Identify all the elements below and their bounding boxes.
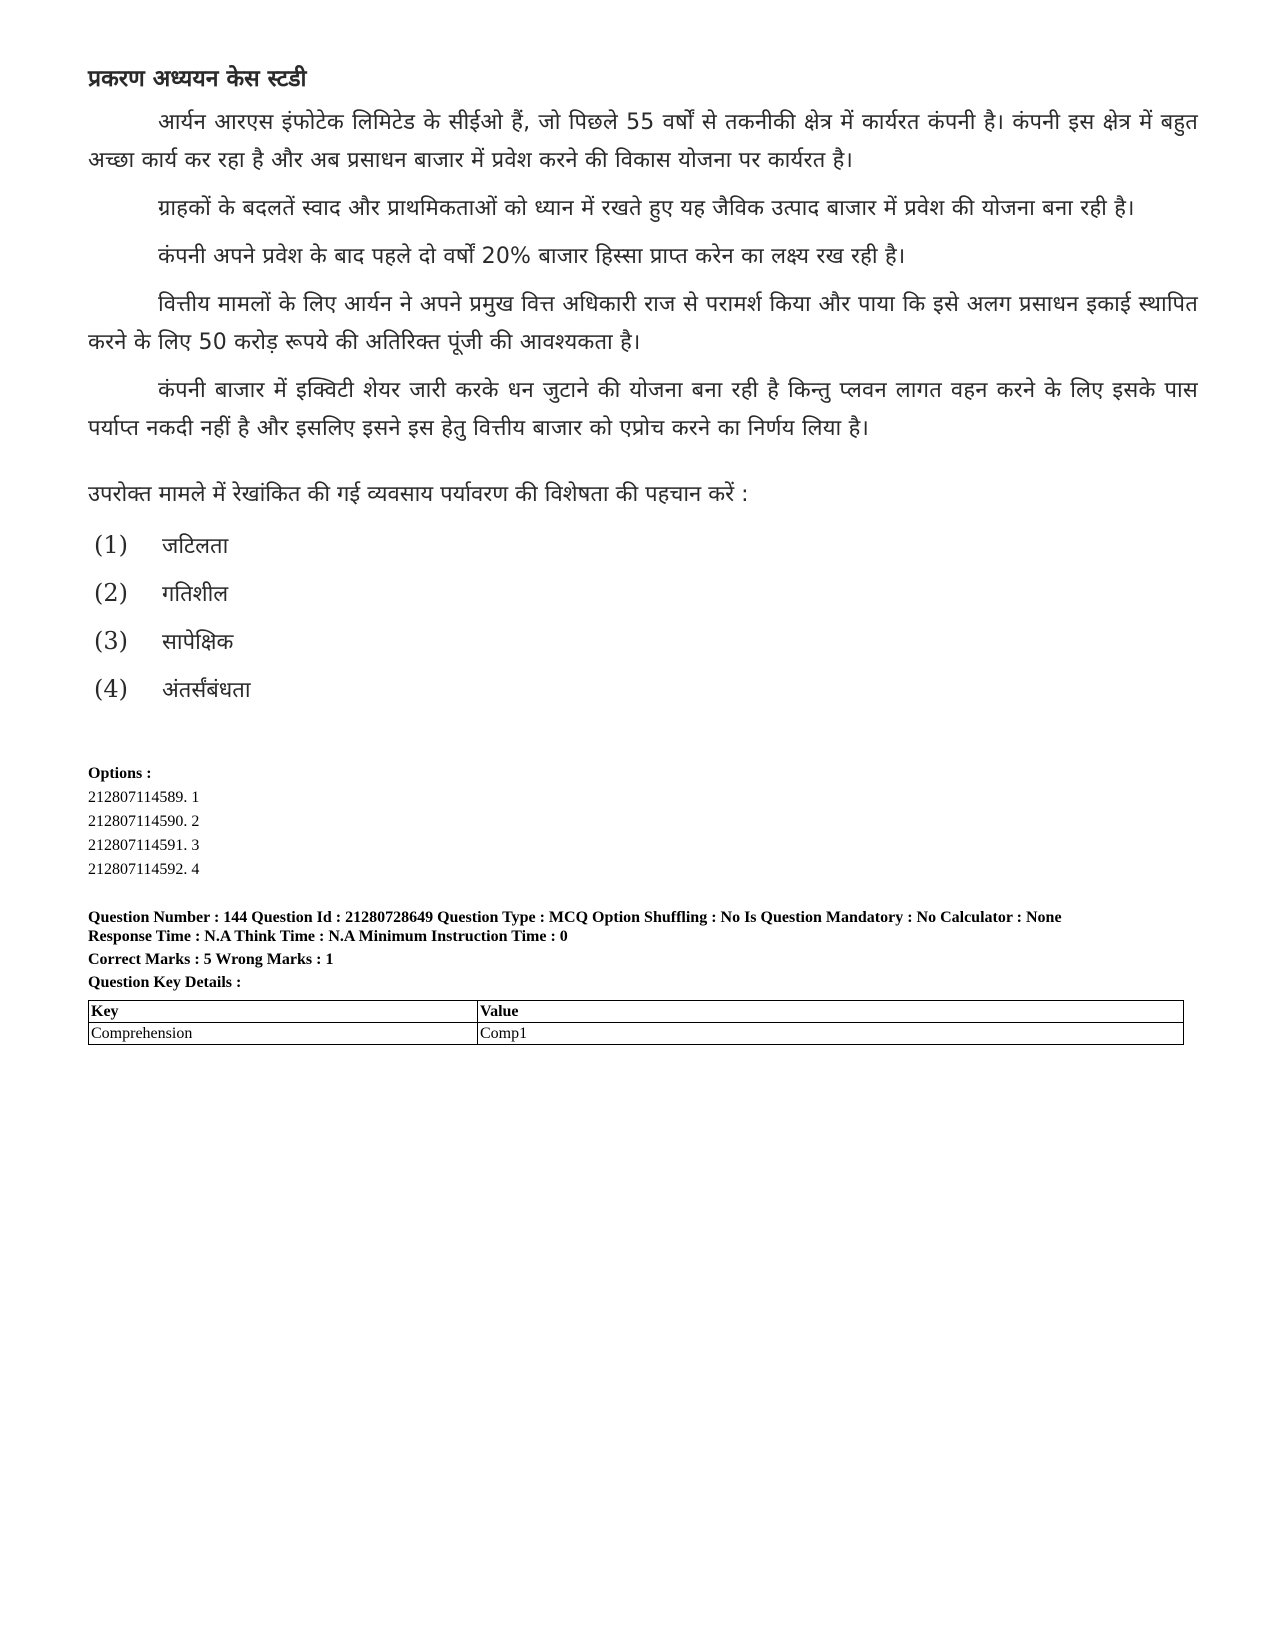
question-meta-line: Question Number : 144 Question Id : 21280728649 Question Type : MCQ Option Shuffling : No Is Question Mandatory : No Calculator : None — [88, 909, 1062, 926]
case-paragraph: आर्यन आरएस इंफोटेक लिमिटेड के सीईओ हैं, जो पिछले 55 वर्षों से तकनीकी क्षेत्र में कार्यरत कंपनी है। कंपनी इस क्षेत्र में बहुत अच्छा कार्य कर रहा है और अब प्रसाधन बाजार में प्रवेश करने की विकास योजना पर कार्यरत है। — [88, 110, 1198, 173]
choice-number: (4) — [94, 675, 128, 703]
case-paragraph: ग्राहकों के बदलतें स्वाद और प्राथमिकताओं को ध्यान में रखते हुए यह जैविक उत्पाद बाजार में प्रवेश की योजना बना रही है। — [158, 196, 1135, 221]
choice-text: गतिशील — [162, 582, 229, 607]
choice-number: (1) — [94, 531, 128, 559]
table-cell-key: Comprehension — [89, 1023, 478, 1045]
case-paragraph: कंपनी बाजार में इक्विटी शेयर जारी करके धन जुटाने की योजना बना रही है किन्तु प्लवन लागत वहन करने के लिए इसके पास पर्याप्त नकदी नहीं है और इसलिए इसने इस हेतु वित्तीय बाजार को एप्रोच करने का निर्णय लिया है। — [88, 378, 1198, 441]
marks-line: Correct Marks : 5 Wrong Marks : 1 — [88, 951, 334, 968]
question-meta-line: Response Time : N.A Think Time : N.A Minimum Instruction Time : 0 — [88, 928, 568, 945]
table-cell-value: Comp1 — [478, 1023, 1184, 1045]
case-heading: प्रकरण अध्ययन केस स्टडी — [88, 66, 307, 92]
key-details-table — [88, 1000, 1184, 1045]
key-details-label: Question Key Details : — [88, 974, 242, 991]
choice-item — [88, 522, 1198, 570]
choice-item — [88, 666, 1198, 714]
case-study — [88, 62, 1198, 714]
table-row — [89, 1023, 1184, 1045]
options-list — [88, 762, 199, 882]
option-item: 212807114590. 2 — [88, 813, 200, 830]
table-header-row — [89, 1001, 1184, 1023]
option-item: 212807114589. 1 — [88, 789, 200, 806]
option-item: 212807114592. 4 — [88, 861, 200, 878]
choice-number: (2) — [94, 579, 128, 607]
choice-item — [88, 570, 1198, 618]
options-label: Options : — [88, 765, 152, 782]
option-item: 212807114591. 3 — [88, 837, 200, 854]
table-header-key: Key — [89, 1001, 478, 1023]
table-header-value: Value — [478, 1001, 1184, 1023]
case-paragraph: कंपनी अपने प्रवेश के बाद पहले दो वर्षों 20% बाजार हिस्सा प्राप्त करेन का लक्ष्य रख रही है। — [158, 244, 906, 269]
choice-text: सापेक्षिक — [162, 630, 234, 655]
choice-text: जटिलता — [162, 534, 229, 559]
choice-text: अंतर्संबंधता — [162, 678, 251, 703]
choice-number: (3) — [94, 627, 128, 655]
choice-item — [88, 618, 1198, 666]
case-paragraph: वित्तीय मामलों के लिए आर्यन ने अपने प्रमुख वित्त अधिकारी राज से परामर्श किया और पाया कि इसे अलग प्रसाधन इकाई स्थापित करने के लिए 50 करोड़ रूपये की अतिरिक्त पूंजी की आवश्यकता है। — [88, 292, 1198, 355]
question-stem: उपरोक्त मामले में रेखांकित की गई व्यवसाय पर्यावरण की विशेषता की पहचान करें : — [88, 482, 749, 507]
question-info — [88, 908, 1198, 992]
